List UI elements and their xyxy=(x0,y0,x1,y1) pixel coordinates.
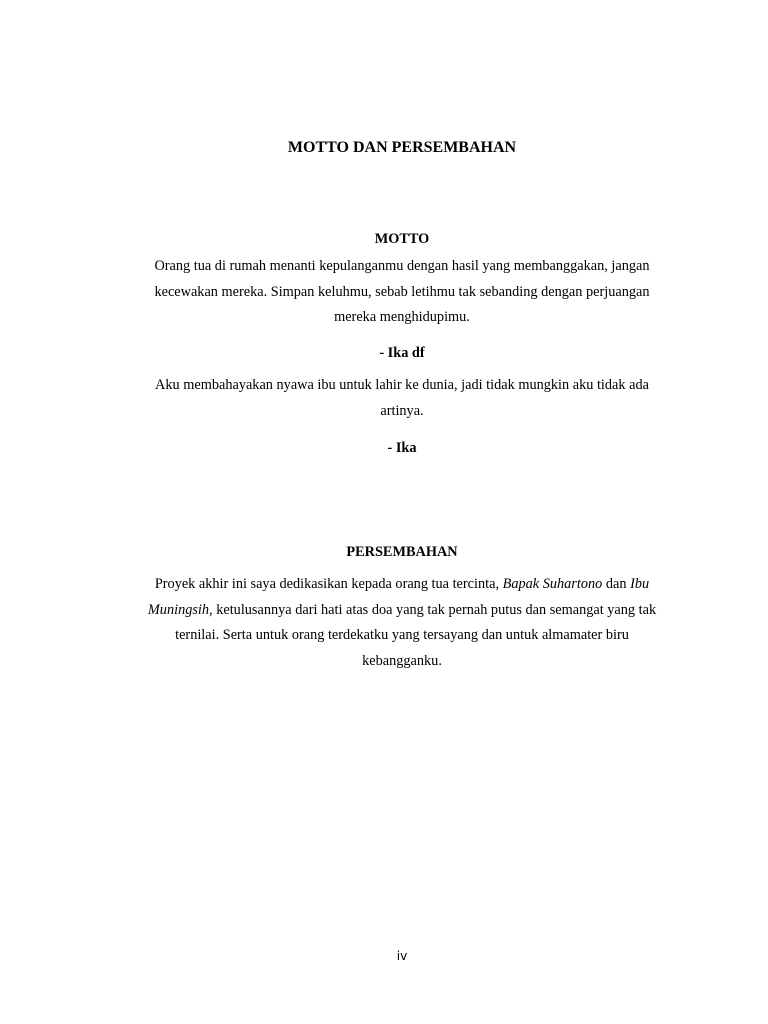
persembahan-paragraph xyxy=(144,572,660,674)
persembahan-text-end: ketulusannya dari hati atas doa yang tak pernah putus dan semangat yang tak ternilai. Serta untuk orang terdekatku yang tersayang dan untuk almamater biru kebangganku. xyxy=(175,601,657,669)
page-number: iv xyxy=(396,949,408,963)
motto-quote-2: Aku membahayakan nyawa ibu untuk lahir ke dunia, jadi tidak mungkin aku tidak ada artinya. xyxy=(155,377,649,419)
persembahan-text-between: dan xyxy=(602,576,631,592)
persembahan-heading: PERSEMBAHAN xyxy=(346,544,458,560)
father-name: Bapak Suhartono xyxy=(502,576,603,592)
motto-author-1: - Ika df xyxy=(379,345,425,361)
motto-quote-1: Orang tua di rumah menanti kepulanganmu dengan hasil yang membanggakan, jangan kecewakan mereka. Simpan keluhmu, sebab letihmu tak sebanding dengan perjuangan mereka menghidupimu. xyxy=(154,258,650,325)
page-title: MOTTO DAN PERSEMBAHAN xyxy=(287,139,517,156)
motto-heading: MOTTO xyxy=(374,231,430,247)
mother-name: Ibu Muningsih, xyxy=(147,576,650,618)
motto-author-2: - Ika xyxy=(387,440,417,456)
persembahan-text-start: Proyek akhir ini saya dedikasikan kepada orang tua tercinta, xyxy=(154,576,503,592)
